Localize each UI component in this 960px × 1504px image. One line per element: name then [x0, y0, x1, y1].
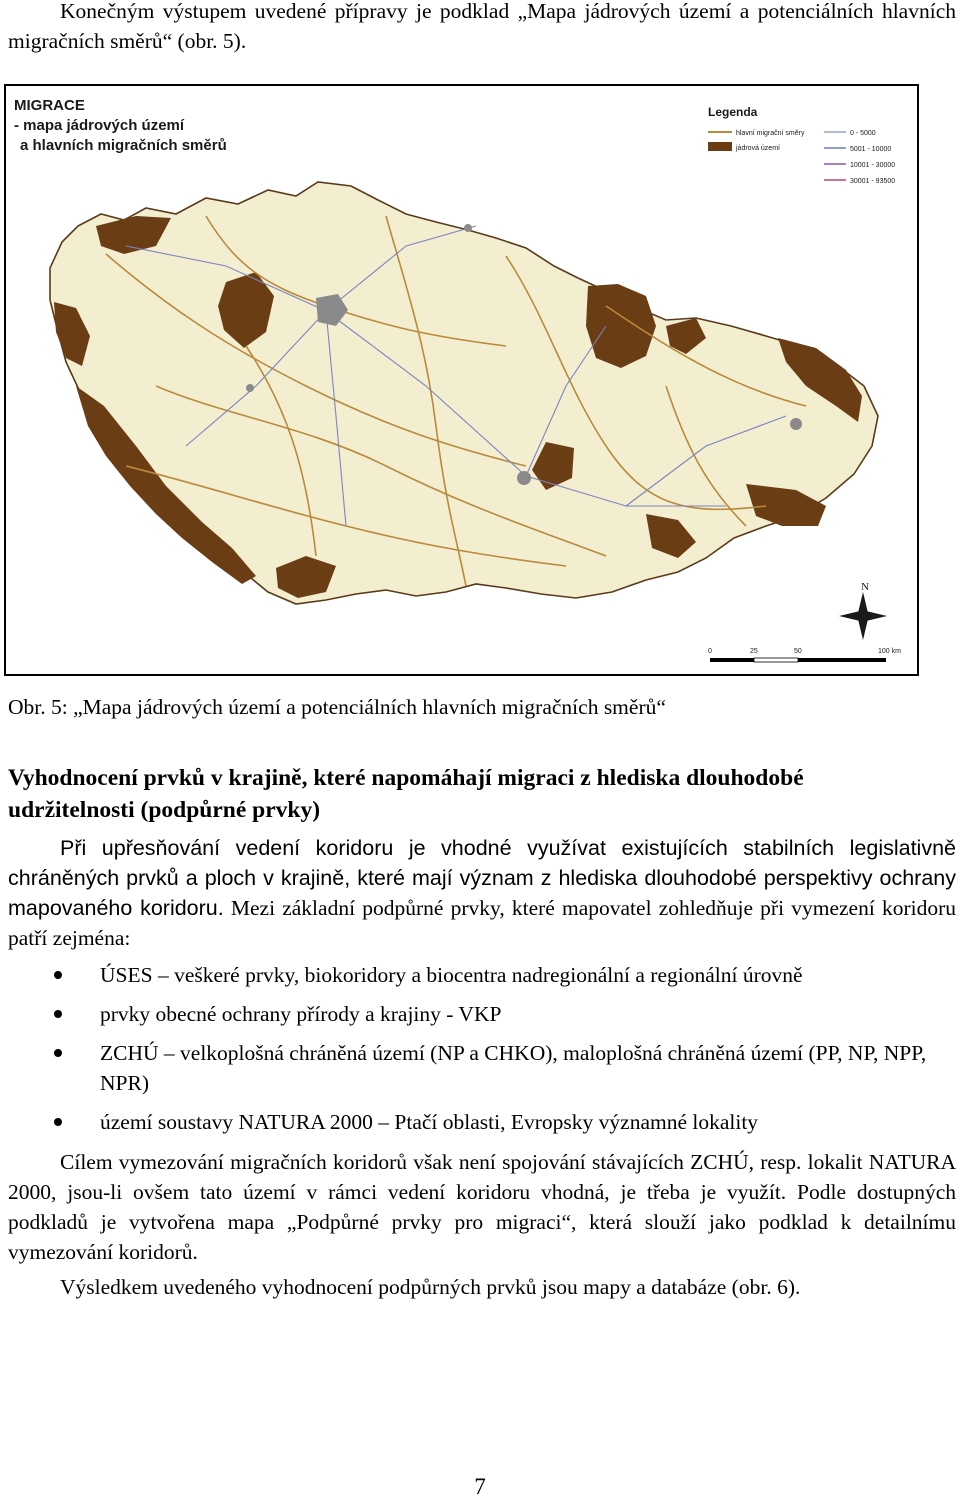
goal-paragraph: Cílem vymezování migračních koridorů však není spojování stávajících ZCHÚ, resp. lokalit NATURA 2000, jsou-li ovšem tato území v rámci vedení koridoru vhodná, je třeba je využít. Podle dostupných podkladů je vytvořena mapa „Podpůrné prvky pro migraci“, která slouží jako podklad k detailnímu vymezování koridorů. — [8, 1150, 956, 1264]
list-item — [0, 1107, 948, 1137]
legend-swatch-core — [708, 142, 732, 151]
list-item — [0, 1038, 948, 1098]
north-arrow-icon — [839, 581, 887, 640]
legend-item-migration: hlavní migrační směry — [736, 130, 805, 137]
bullet-icon — [54, 1049, 62, 1057]
map-title-line-3: a hlavních migračních směrů — [20, 137, 227, 154]
map-title-line-2: - mapa jádrových území — [14, 117, 185, 134]
bullet-icon — [54, 1118, 62, 1126]
legend-class-3: 10001 - 30000 — [850, 162, 896, 169]
map-svg — [6, 86, 917, 674]
legend-class-2: 5001 - 10000 — [850, 146, 892, 153]
migration-map-figure — [4, 84, 919, 676]
list-item-text: ZCHÚ – velkoplošná chráněná území (NP a CHKO), maloplošná chráněná území (PP, NP, NPP, NPR) — [100, 1041, 927, 1095]
scale-tick-0: 0 — [708, 648, 712, 655]
paragraph-serif-part: Mezi základní podpůrné prvky, které mapovatel zohledňuje při vymezení koridoru patří zejména: — [8, 896, 956, 950]
list-item — [0, 960, 948, 990]
legend — [708, 105, 895, 185]
intro-paragraph: Konečným výstupem uvedené přípravy je podklad „Mapa jádrových území a potenciálních hlavních migračních směrů“ (obr. 5). — [8, 0, 956, 53]
supporting-elements-paragraph — [8, 833, 956, 953]
bullet-icon — [54, 971, 62, 979]
list-item-text: ÚSES – veškeré prvky, biokoridory a biocentra nadregionální a regionální úrovně — [100, 963, 803, 987]
list-item-text: území soustavy NATURA 2000 – Ptačí oblasti, Evropsky významné lokality — [100, 1110, 759, 1134]
result-paragraph: Výsledkem uvedeného vyhodnocení podpůrných prvků jsou mapy a databáze (obr. 6). — [60, 1275, 801, 1299]
page-number: 7 — [474, 1474, 486, 1499]
legend-class-1: 0 - 5000 — [850, 130, 876, 137]
section-heading: Vyhodnocení prvků v krajině, které napomáhají migraci z hlediska dlouhodobé udržitelnosti (podpůrné prvky) — [8, 765, 804, 823]
scale-tick-25: 25 — [750, 648, 758, 655]
scale-bar — [708, 648, 901, 662]
figure-caption: Obr. 5: „Mapa jádrových území a potenciálních hlavních migračních směrů“ — [8, 695, 666, 719]
legend-class-4: 30001 - 93500 — [850, 178, 896, 185]
north-label: N — [861, 581, 869, 593]
scale-tick-100: 100 km — [878, 648, 901, 655]
legend-item-core: jádrová území — [736, 145, 780, 152]
paragraph-sans-part: Při upřesňování vedení koridoru je vhodné využívat existujících stabilních legislativně chráněných prvků a ploch v krajině, které mají význam z hlediska dlouhodobé perspektivy ochrany mapovaného koridoru. — [8, 836, 956, 920]
map-title-line-1: MIGRACE — [14, 97, 85, 114]
legend-title: Legenda — [708, 105, 758, 119]
list-item-text: prvky obecné ochrany přírody a krajiny - VKP — [100, 1002, 502, 1026]
supporting-elements-list — [0, 960, 960, 1146]
scale-tick-50: 50 — [794, 648, 802, 655]
bullet-icon — [54, 1010, 62, 1018]
list-item — [0, 999, 948, 1029]
